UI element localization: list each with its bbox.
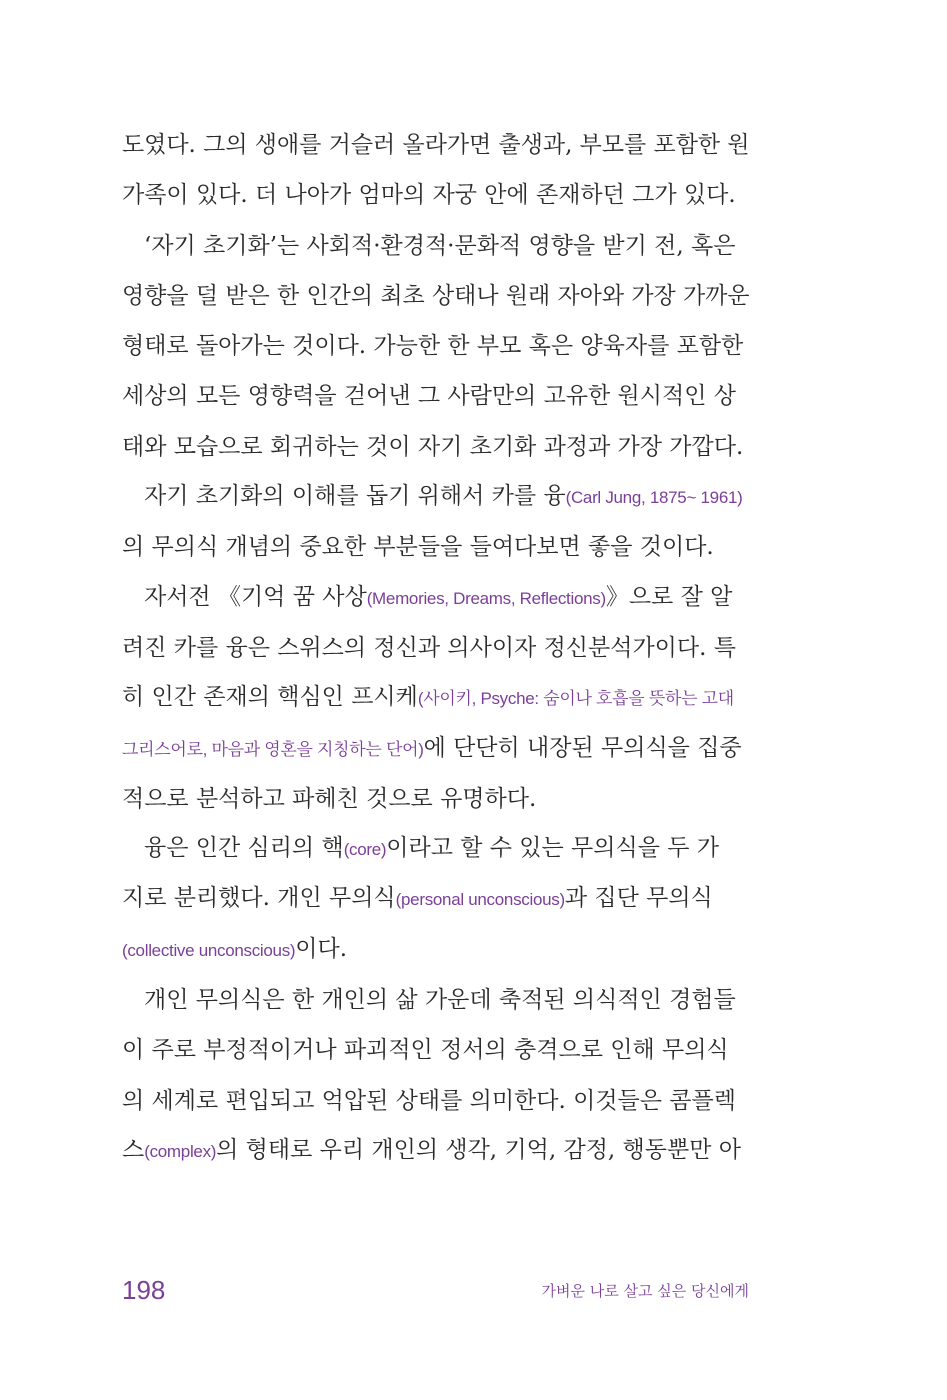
text-line <box>122 1025 750 1075</box>
text-segment: 이다. <box>295 935 348 962</box>
text-segment: 지로 분리했다. 개인 무의식 <box>122 885 396 912</box>
text-segment: 이라고 할 수 있는 무의식을 두 가 <box>386 835 719 862</box>
gloss-annotation: (personal unconscious) <box>395 890 565 910</box>
text-line <box>122 623 750 673</box>
text-line <box>122 874 750 924</box>
text-line <box>122 673 750 723</box>
gloss-annotation: (Memories, Dreams, Reflections) <box>366 588 606 608</box>
text-line <box>122 120 750 170</box>
text-segment: ‘자기 초기화’는 사회적·환경적·문화적 영향을 받기 전, 혹은 <box>144 232 736 259</box>
text-segment: 스 <box>122 1136 145 1163</box>
text-segment: 이 주로 부정적이거나 파괴적인 정서의 충격으로 인해 무의식 <box>122 1037 729 1064</box>
text-segment: 영향을 덜 받은 한 인간의 최초 상태나 원래 자아와 가장 가까운 <box>122 282 750 309</box>
text-segment: 태와 모습으로 회귀하는 것이 자기 초기화 과정과 가장 가깝다. <box>122 433 744 460</box>
text-segment: 》으로 잘 알 <box>605 583 733 610</box>
text-line <box>122 925 750 975</box>
text-segment: 적으로 분석하고 파헤친 것으로 유명하다. <box>122 785 537 812</box>
text-segment: 려진 카를 융은 스위스의 정신과 의사이자 정신분석가이다. 특 <box>122 634 736 661</box>
text-segment: 가족이 있다. 더 나아가 엄마의 자궁 안에 존재하던 그가 있다. <box>122 182 736 209</box>
running-title: 가벼운 나로 살고 싶은 당신에게 <box>541 1281 749 1300</box>
text-line <box>122 271 750 321</box>
text-segment: 개인 무의식은 한 개인의 삶 가운데 축적된 의식적인 경험들 <box>144 987 736 1014</box>
text-line <box>122 321 750 371</box>
text-segment: 에 단단히 내장된 무의식을 집중 <box>423 734 742 761</box>
text-segment: 의 형태로 우리 개인의 생각, 기억, 감정, 행동뿐만 아 <box>216 1136 741 1163</box>
text-segment: 과 집단 무의식 <box>564 885 713 912</box>
body-text <box>122 120 750 1176</box>
gloss-annotation: (core) <box>343 840 387 860</box>
text-line <box>122 774 750 824</box>
text-line <box>122 522 750 572</box>
page-number: 198 <box>122 1274 166 1305</box>
text-line <box>122 221 750 271</box>
text-line <box>122 1126 750 1176</box>
text-segment: 자기 초기화의 이해를 돕기 위해서 카를 융 <box>144 483 566 510</box>
text-segment: 융은 인간 심리의 핵 <box>144 835 344 862</box>
text-segment: 세상의 모든 영향력을 걷어낸 그 사람만의 고유한 원시적인 상 <box>122 383 736 410</box>
text-line <box>122 724 750 774</box>
gloss-annotation: 그리스어로, 마음과 영혼을 지칭하는 단어) <box>122 739 424 759</box>
text-line <box>122 170 750 220</box>
text-line <box>122 371 750 421</box>
text-segment: 도였다. 그의 생애를 거슬러 올라가면 출생과, 부모를 포함한 원 <box>122 132 750 158</box>
gloss-annotation: (collective unconscious) <box>122 940 296 960</box>
text-line <box>122 1076 750 1126</box>
gloss-annotation: (사이키, Psyche: 숨이나 호흡을 뜻하는 고대 <box>417 689 734 709</box>
text-line <box>122 824 750 874</box>
page-footer <box>122 1272 749 1308</box>
text-segment: 자서전 《기억 꿈 사상 <box>144 583 367 610</box>
text-line <box>122 472 750 522</box>
text-line <box>122 975 750 1025</box>
text-line <box>122 573 750 623</box>
text-segment: 의 무의식 개념의 중요한 부분들을 들여다보면 좋을 것이다. <box>122 534 714 561</box>
text-segment: 의 세계로 편입되고 억압된 상태를 의미한다. 이것들은 콤플렉 <box>122 1087 736 1114</box>
text-line <box>122 422 750 472</box>
text-segment: 형태로 돌아가는 것이다. 가능한 한 부모 혹은 양육자를 포함한 <box>122 333 744 360</box>
gloss-annotation: (Carl Jung, 1875~ 1961) <box>565 488 743 508</box>
gloss-annotation: (complex) <box>144 1141 217 1161</box>
text-segment: 히 인간 존재의 핵심인 프시케 <box>122 684 418 711</box>
